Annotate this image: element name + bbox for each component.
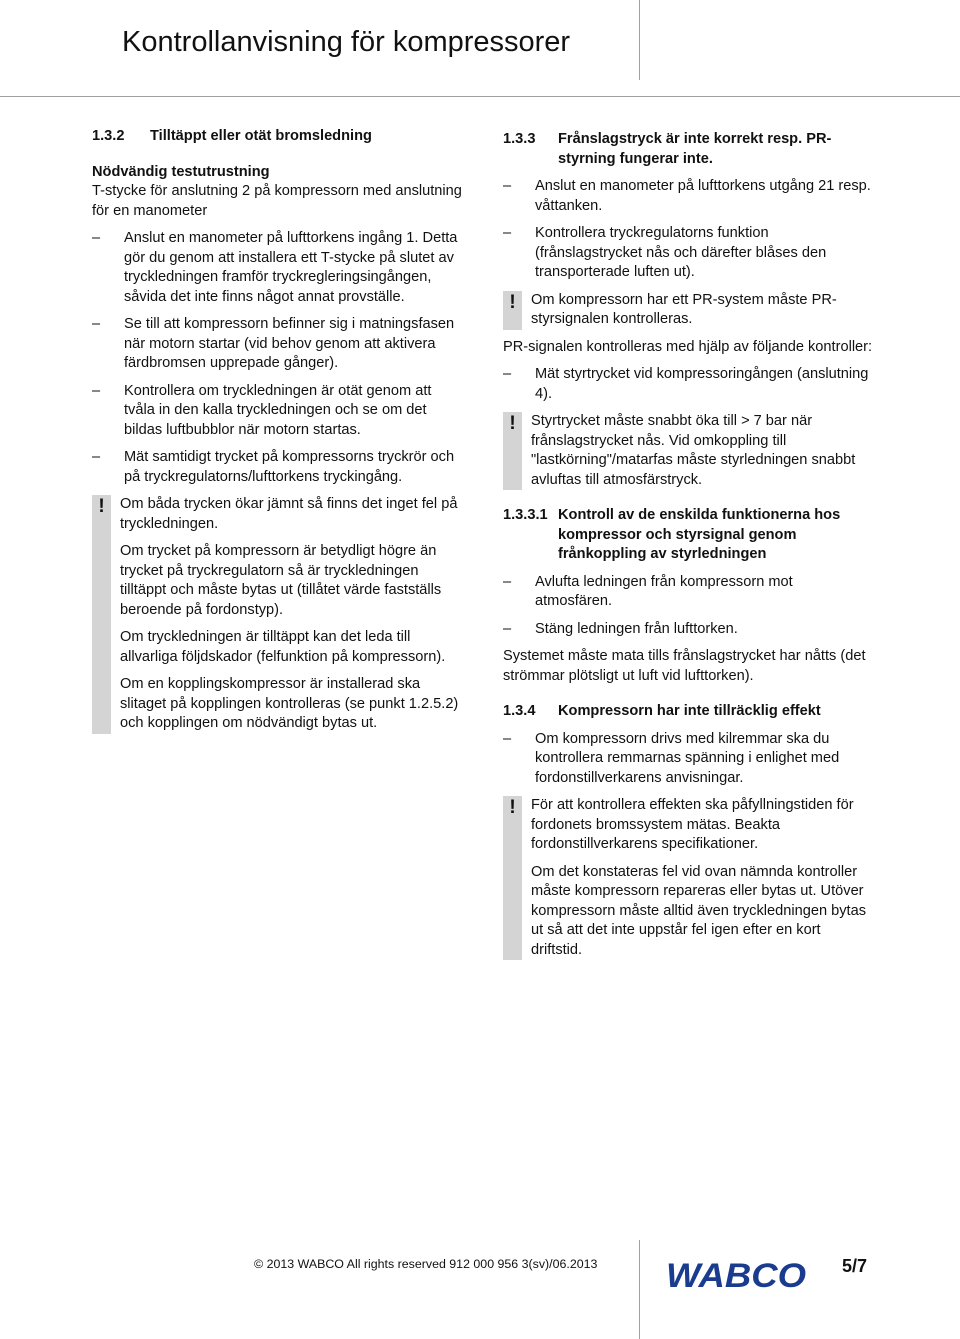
equipment-heading: Nödvändig testutrustning	[92, 163, 270, 180]
section-heading-1-3-3-1	[503, 506, 873, 565]
left-column	[92, 127, 464, 734]
list-item	[92, 315, 464, 374]
list-item-text: Kontrollera tryckregulatorns funktion (frånslagstrycket nås och därefter blåses den transporterade luften ut).	[535, 225, 827, 280]
exclamation-icon: !	[509, 797, 516, 818]
list-item-text: Mät styrtrycket vid kompressoringången (anslutning 4).	[535, 366, 869, 402]
warning-box	[503, 412, 873, 490]
warning-bar	[92, 495, 111, 734]
list-item-text: Anslut en manometer på lufttorkens ingång 1. Detta gör du genom att installera ett T-stycke på slutet av tryckledningen framför tryckregleringsingången, såvida det inte finns något annat provställe.	[124, 230, 458, 305]
section-heading-1-3-2	[92, 127, 464, 147]
exclamation-icon: !	[98, 496, 105, 517]
dash-bullet: –	[503, 573, 512, 590]
page-title: Kontrollanvisning för kompressorer	[122, 26, 571, 58]
dash-bullet: –	[503, 730, 512, 747]
warning-bar	[503, 796, 522, 960]
section-title: Tilltäppt eller otät bromsledning	[150, 128, 372, 144]
footer-divider-vertical	[639, 1240, 640, 1339]
list-item-text: Kontrollera om tryckledningen är otät genom att tvåla in den kalla tryckledningen och se om det bildas luftbubblor när motorn startas.	[124, 382, 432, 438]
dash-bullet: –	[92, 316, 101, 332]
section-number: 1.3.4	[503, 703, 536, 719]
list-item-text: Avlufta ledningen från kompressorn mot atmosfären.	[535, 573, 793, 609]
section-title: Kontroll av de enskilda funktionerna hos kompressor och styrsignal genom frånkoppling av styrledningen	[558, 507, 841, 562]
warning-text: Om båda trycken ökar jämnt så finns det inget fel på tryckledningen.	[120, 496, 458, 532]
list-item	[92, 229, 464, 307]
dash-bullet: –	[92, 382, 101, 399]
list-item-text: Mät samtidigt trycket på kompressorns tryckrör och på tryckregulatorns/lufttorkens tryckingång.	[124, 449, 455, 485]
page-number: 5/7	[842, 1256, 868, 1276]
list-item-text: Se till att kompressorn befinner sig i matningsfasen när motorn startar (vid behov genom att aktivera färdbromsen upprepade gånger).	[124, 316, 455, 371]
list-item	[503, 365, 873, 404]
list-item-text: Om kompressorn drivs med kilremmar ska du kontrollera remmarnas spänning i enlighet med fordonstillverkarens anvisningar.	[535, 730, 840, 786]
warning-text: För att kontrollera effekten ska påfyllningstiden för fordonets bromssystem mätas. Beakta fordonstillverkarens specifikationer.	[531, 797, 854, 852]
paragraph: Systemet måste mata tills frånslagstrycket har nåtts (det strömmar plötsligt ut luft vid lufttorken).	[503, 648, 866, 684]
section-title: Kompressorn har inte tillräcklig effekt	[558, 703, 821, 719]
equipment-text: T-stycke för anslutning 2 på kompressorn med anslutning för en manometer	[92, 183, 462, 219]
logo-text: WABCO	[666, 1257, 806, 1294]
section-heading-1-3-3	[503, 130, 873, 169]
list-item	[92, 382, 464, 441]
warning-text: Styrtrycket måste snabbt öka till > 7 bar när frånslagstrycket nås. Vid omkoppling till "lastkörning"/matarfas måste styrledningen snabbt avluftas till atmosfärstryck.	[531, 413, 856, 488]
list-item	[92, 448, 464, 487]
header-divider-horizontal	[0, 96, 960, 97]
warning-text: Om en kopplingskompressor är installerad ska slitaget på kopplingen kontrolleras (se punkt 1.2.5.2) och kopplingen om nödvändigt bytas ut.	[120, 676, 459, 731]
footer-copyright: © 2013 WABCO All rights reserved 912 000 956 3(sv)/06.2013	[254, 1257, 598, 1271]
dash-bullet: –	[503, 366, 512, 382]
warning-text: Om kompressorn har ett PR-system måste PR-styrsignalen kontrolleras.	[531, 291, 837, 327]
warning-box	[503, 796, 873, 960]
right-column	[503, 130, 873, 960]
section-number: 1.3.3	[503, 131, 536, 147]
dash-bullet: –	[503, 620, 512, 637]
warning-box	[503, 291, 873, 330]
list-item	[503, 177, 873, 216]
dash-bullet: –	[92, 449, 101, 465]
section-title: Frånslagstryck är inte korrekt resp. PR-styrning fungerar inte.	[558, 131, 832, 167]
list-item	[503, 224, 873, 283]
warning-text: Om trycket på kompressorn är betydligt högre än trycket på tryckregulatorn så är tryckledningen tilltäppt och måste bytas ut (tillåtet värde fastställs beroende på fordonstyp).	[120, 543, 442, 618]
paragraph: PR-signalen kontrolleras med hjälp av följande kontroller:	[503, 338, 873, 355]
dash-bullet: –	[503, 178, 512, 194]
list-item	[503, 573, 873, 612]
section-number: 1.3.3.1	[503, 507, 548, 523]
section-number: 1.3.2	[92, 128, 125, 144]
header-divider-vertical	[639, 0, 640, 80]
list-item	[503, 620, 873, 640]
warning-box	[92, 495, 464, 734]
exclamation-icon: !	[509, 413, 516, 434]
warning-text: Om tryckledningen är tilltäppt kan det leda till allvarliga följdskador (felfunktion på kompressorn).	[120, 629, 446, 665]
dash-bullet: –	[92, 230, 101, 246]
exclamation-icon: !	[509, 291, 516, 313]
wabco-logo	[664, 1254, 808, 1294]
warning-text: Om det konstateras fel vid ovan nämnda kontroller måste kompressorn repareras eller bytas ut. Utöver kompressorn måste alltid även tryckledningen bytas ut så att det inte uppstår fel igen efter en kort driftstid.	[531, 863, 867, 958]
section-heading-1-3-4	[503, 702, 873, 722]
list-item-text: Stäng ledningen från lufttorken.	[535, 620, 738, 637]
dash-bullet: –	[503, 225, 512, 241]
list-item-text: Anslut en manometer på lufttorkens utgång 21 resp. våttanken.	[535, 178, 871, 214]
list-item	[503, 730, 873, 789]
